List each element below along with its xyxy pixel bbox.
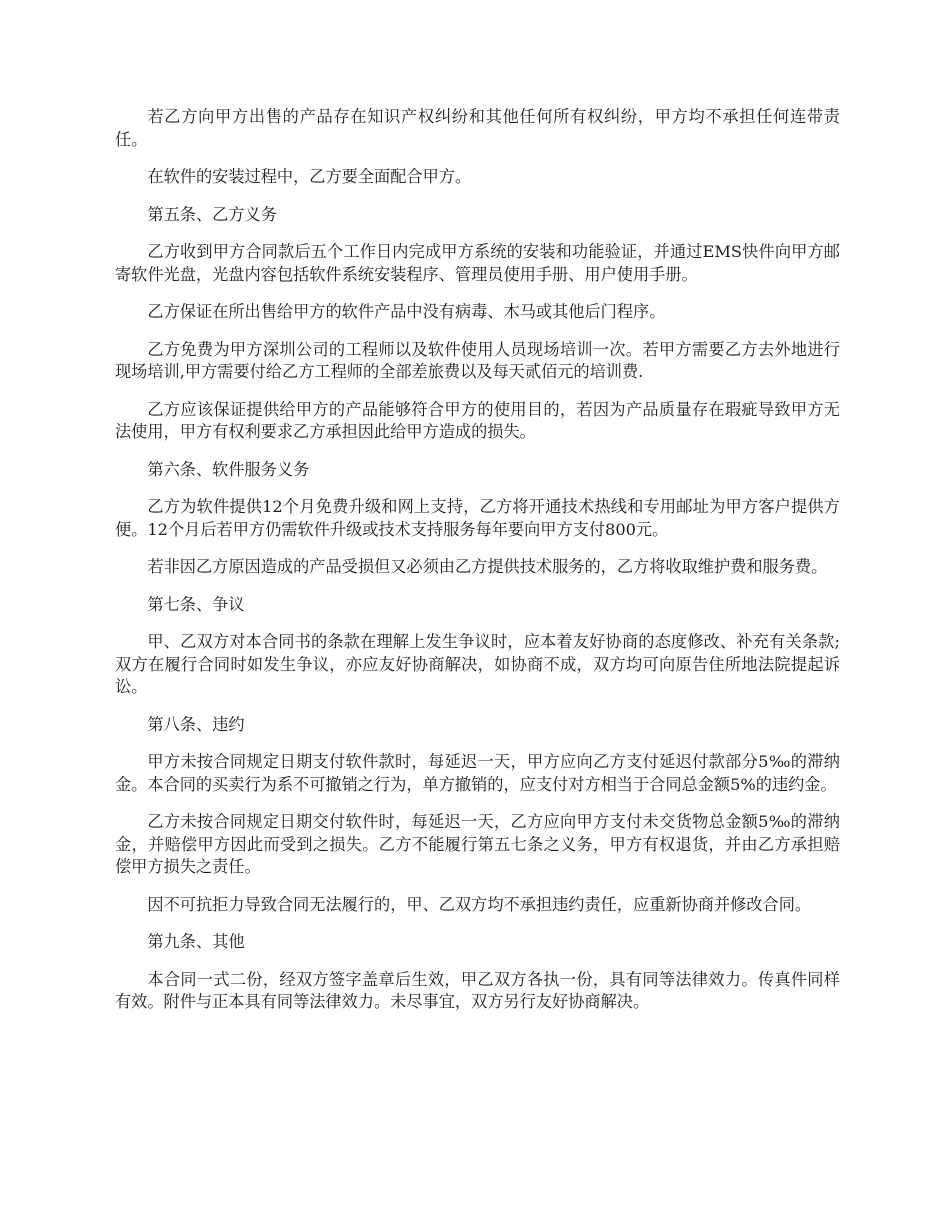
article-8-heading: 第八条、违约 [147,714,245,734]
clause-late-delivery: 乙方未按合同规定日期交付软件时，每延迟一天，乙方应向甲方支付未交货物总金额5‰的滞纳金，并赔偿甲方因此而受到之损失。乙方不能履行第五七条之义务，甲方有权退货，并由乙方承担赔偿甲方损失之责任。 [115,812,840,876]
clause-install-verify: 乙方收到甲方合同款后五个工作日内完成甲方系统的安装和功能验证，并通过EMS快件向甲方邮寄软件光盘，光盘内容包括软件系统安装程序、管理员使用手册、用户使用手册。 [115,242,840,284]
article-9-heading: 第九条、其他 [147,932,245,951]
article-7-heading: 第七条、争议 [147,594,245,614]
clause-dispute: 甲、乙双方对本合同书的条款在理解上发生争议时，应本着友好协商的态度修改、补充有关条款;双方在履行合同时如发生争议，亦应友好协商解决，如协商不成，双方均可向原告住所地法院提起诉讼。 [115,632,840,696]
article-5-heading: 第五条、乙方义务 [147,204,277,224]
clause-maintenance-fee: 若非因乙方原因造成的产品受损但又必须由乙方提供技术服务的，乙方将收取维护费和服务费。 [147,557,828,576]
clause-upgrade-support: 乙方为软件提供12个月免费升级和网上支持，乙方将开通技术热线和专用邮址为甲方客户提供方便。12个月后若甲方仍需软件升级或技术支持服务每年要向甲方支付800元。 [115,497,840,539]
clause-ip-dispute: 若乙方向甲方出售的产品存在知识产权纠纷和其他任何所有权纠纷，甲方均不承担任何连带责任。 [115,107,840,149]
document-page [115,106,840,1029]
clause-force-majeure: 因不可抗拒力导致合同无法履行的，甲、乙双方均不承担违约责任，应重新协商并修改合同。 [147,894,812,914]
clause-copies: 本合同一式二份，经双方签字盖章后生效，甲乙双方各执一份，具有同等法律效力。传真件同样有效。附件与正本具有同等法律效力。未尽事宜，双方另行友好协商解决。 [115,969,840,1011]
clause-install-cooperation: 在软件的安装过程中，乙方要全面配合甲方。 [147,167,472,186]
clause-training: 乙方免费为甲方深圳公司的工程师以及软件使用人员现场培训一次。若甲方需要乙方去外地进行现场培训,甲方需要付给乙方工程师的全部差旅费以及每天贰佰元的培训费. [115,339,840,381]
clause-no-virus: 乙方保证在所出售给甲方的软件产品中没有病毒、木马或其他后门程序。 [147,302,666,321]
article-6-heading: 第六条、软件服务义务 [147,459,310,479]
clause-quality: 乙方应该保证提供给甲方的产品能够符合甲方的使用目的，若因为产品质量存在瑕疵导致甲方无法使用，甲方有权利要求乙方承担因此给甲方造成的损失。 [115,399,840,441]
clause-late-payment: 甲方未按合同规定日期支付软件款时，每延迟一天，甲方应向乙方支付延迟付款部分5‰的滞纳金。本合同的买卖行为系不可撤销之行为，单方撤销的，应支付对方相当于合同总金额5%的违约金。 [115,752,840,794]
